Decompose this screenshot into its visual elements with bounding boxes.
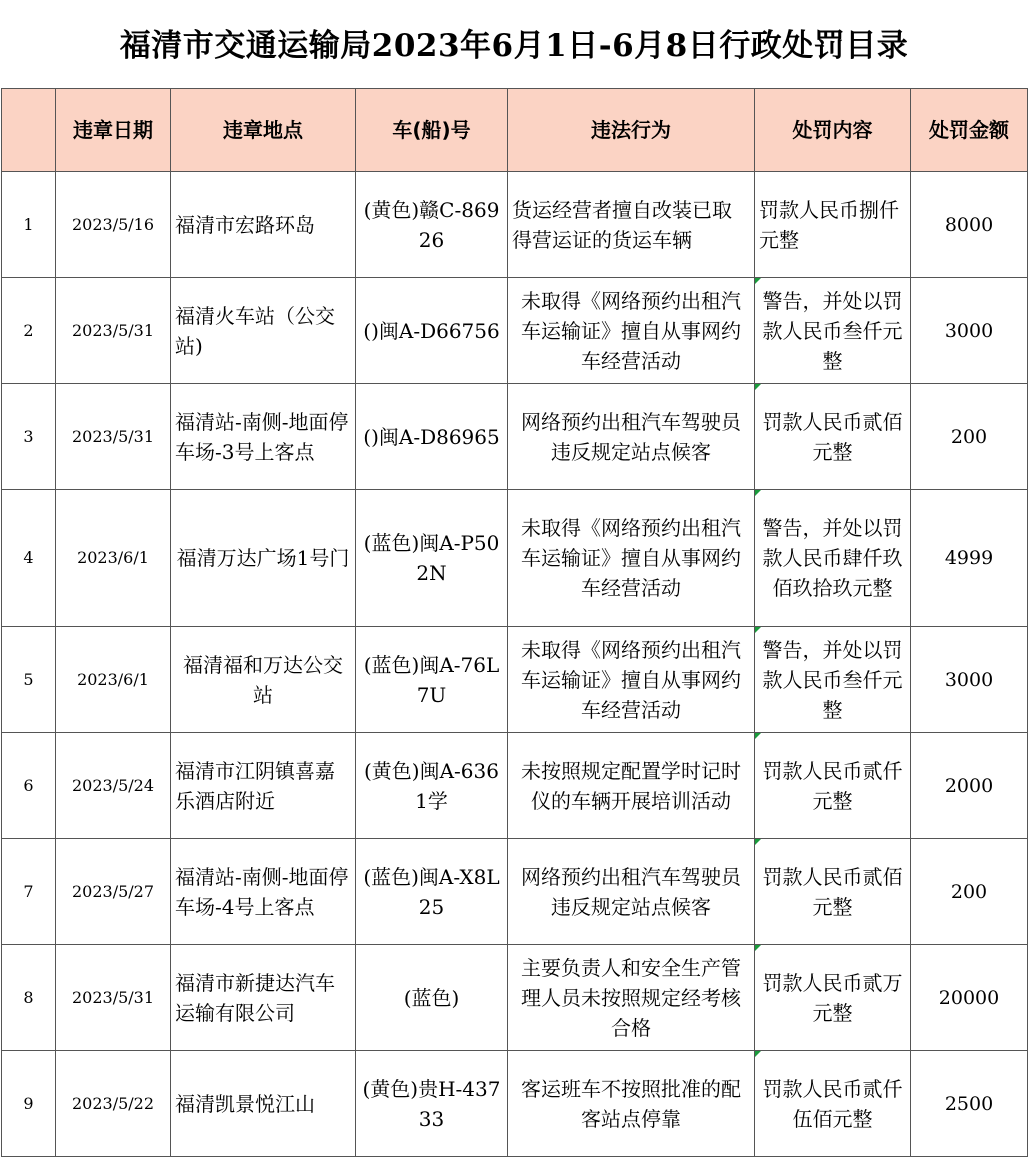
cell-plate: (黄色)赣C-86926 [356, 172, 508, 278]
cell-location: 福清福和万达公交站 [171, 627, 356, 733]
page-title: 福清市交通运输局2023年6月1日-6月8日行政处罚目录 [119, 28, 909, 64]
header-index [2, 89, 56, 172]
cell-violation: 未取得《网络预约出租汽车运输证》擅自从事网约车经营活动 [508, 627, 755, 733]
cell-violation: 网络预约出租汽车驾驶员违反规定站点候客 [508, 839, 755, 945]
cell-penalty: 罚款人民币贰万元整 [755, 945, 911, 1051]
cell-amount: 8000 [911, 172, 1028, 278]
cell-location: 福清市宏路环岛 [171, 172, 356, 278]
cell-date: 2023/6/1 [56, 627, 171, 733]
cell-index: 4 [2, 490, 56, 627]
table-row [2, 733, 1028, 839]
cell-amount: 2000 [911, 733, 1028, 839]
cell-violation: 网络预约出租汽车驾驶员违反规定站点候客 [508, 384, 755, 490]
cell-index: 3 [2, 384, 56, 490]
cell-date: 2023/5/31 [56, 384, 171, 490]
cell-date: 2023/5/22 [56, 1051, 171, 1157]
cell-location: 福清万达广场1号门 [171, 490, 356, 627]
cell-location: 福清站-南侧-地面停车场-3号上客点 [171, 384, 356, 490]
cell-index: 6 [2, 733, 56, 839]
cell-violation: 未取得《网络预约出租汽车运输证》擅自从事网约车经营活动 [508, 490, 755, 627]
header-date: 违章日期 [56, 89, 171, 172]
table-row [2, 839, 1028, 945]
cell-location: 福清凯景悦江山 [171, 1051, 356, 1157]
cell-index: 5 [2, 627, 56, 733]
cell-plate: (蓝色)闽A-X8L25 [356, 839, 508, 945]
table-row [2, 490, 1028, 627]
cell-violation: 未取得《网络预约出租汽车运输证》擅自从事网约车经营活动 [508, 278, 755, 384]
cell-violation: 主要负责人和安全生产管理人员未按照规定经考核合格 [508, 945, 755, 1051]
table-row [2, 627, 1028, 733]
cell-violation: 未按照规定配置学时记时仪的车辆开展培训活动 [508, 733, 755, 839]
header-amount: 处罚金额 [911, 89, 1028, 172]
cell-date: 2023/5/31 [56, 945, 171, 1051]
cell-amount: 200 [911, 384, 1028, 490]
cell-index: 9 [2, 1051, 56, 1157]
cell-penalty: 罚款人民币贰佰元整 [755, 384, 911, 490]
table-row [2, 278, 1028, 384]
cell-plate: ()闽A-D66756 [356, 278, 508, 384]
cell-amount: 3000 [911, 627, 1028, 733]
cell-plate: ()闽A-D86965 [356, 384, 508, 490]
cell-plate: (蓝色)闽A-76L7U [356, 627, 508, 733]
cell-location: 福清市江阴镇喜嘉乐酒店附近 [171, 733, 356, 839]
cell-plate: (蓝色)闽A-P502N [356, 490, 508, 627]
header-plate: 车(船)号 [356, 89, 508, 172]
cell-amount: 4999 [911, 490, 1028, 627]
cell-violation: 货运经营者擅自改装已取得营运证的货运车辆 [508, 172, 755, 278]
cell-penalty: 罚款人民币捌仟元整 [755, 172, 911, 278]
cell-date: 2023/6/1 [56, 490, 171, 627]
cell-index: 1 [2, 172, 56, 278]
cell-plate: (黄色)贵H-43733 [356, 1051, 508, 1157]
penalty-table [1, 88, 1028, 1157]
header-row [2, 89, 1028, 172]
cell-date: 2023/5/16 [56, 172, 171, 278]
cell-index: 8 [2, 945, 56, 1051]
header-location: 违章地点 [171, 89, 356, 172]
cell-amount: 20000 [911, 945, 1028, 1051]
cell-amount: 2500 [911, 1051, 1028, 1157]
cell-plate: (蓝色) [356, 945, 508, 1051]
cell-amount: 3000 [911, 278, 1028, 384]
cell-plate: (黄色)闽A-6361学 [356, 733, 508, 839]
table-row [2, 1051, 1028, 1157]
table-row [2, 945, 1028, 1051]
cell-penalty: 警告，并处以罚款人民币肆仟玖佰玖拾玖元整 [755, 490, 911, 627]
cell-location: 福清火车站（公交站) [171, 278, 356, 384]
cell-penalty: 警告，并处以罚款人民币叁仟元整 [755, 278, 911, 384]
cell-penalty: 罚款人民币贰佰元整 [755, 839, 911, 945]
header-penalty: 处罚内容 [755, 89, 911, 172]
cell-date: 2023/5/27 [56, 839, 171, 945]
table-row [2, 172, 1028, 278]
cell-index: 2 [2, 278, 56, 384]
cell-location: 福清市新捷达汽车运输有限公司 [171, 945, 356, 1051]
table-row [2, 384, 1028, 490]
cell-penalty: 罚款人民币贰仟伍佰元整 [755, 1051, 911, 1157]
cell-date: 2023/5/24 [56, 733, 171, 839]
cell-penalty: 警告，并处以罚款人民币叁仟元整 [755, 627, 911, 733]
cell-penalty: 罚款人民币贰仟元整 [755, 733, 911, 839]
cell-index: 7 [2, 839, 56, 945]
cell-amount: 200 [911, 839, 1028, 945]
cell-violation: 客运班车不按照批准的配客站点停靠 [508, 1051, 755, 1157]
cell-date: 2023/5/31 [56, 278, 171, 384]
header-violation: 违法行为 [508, 89, 755, 172]
cell-location: 福清站-南侧-地面停车场-4号上客点 [171, 839, 356, 945]
